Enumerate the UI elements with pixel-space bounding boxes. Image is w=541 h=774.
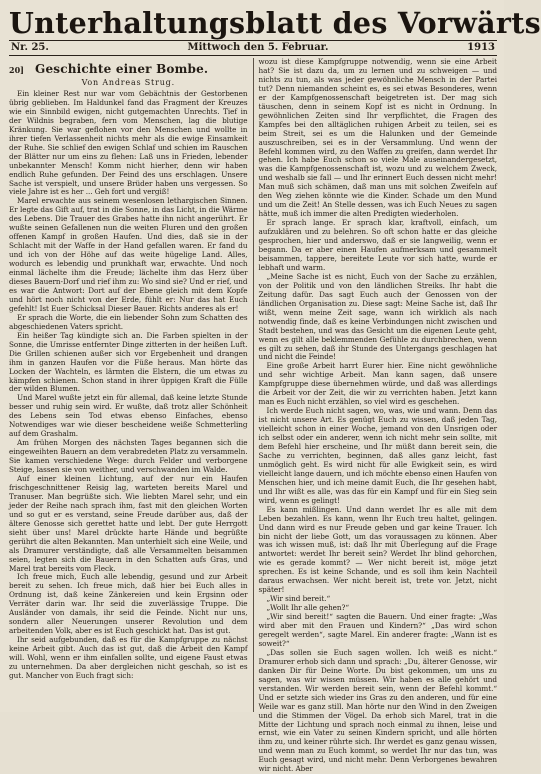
article-number: 20]: [9, 65, 24, 75]
article-paragraph: „Wollt Ihr alle gehen?“: [266, 603, 350, 613]
article-paragraph: Ihr seid aufgebunden, daß es für die Kampfgruppe zu nächst keine Arbeit gibt. Auch das ist gut, daß die Arbeit den Kampf will. Wohl, wenn er ihm einfallen sollte, und eigene Faust etwas zu unternehmen. Da aber dergleichen nicht geschah, so ist es gut. Mancher von Euch fragt sich:: [9, 635, 248, 680]
right-column: [258, 57, 498, 774]
left-column: [9, 58, 248, 712]
article-paragraph: Und Marel wußte jetzt ein für allemal, daß keine letzte Stunde besser und ruhig sein wird. Er wußte, daß trotz aller Schönheit des Lebens sein Tod etwas ebenso Einfaches, ebenso Notwendiges war wie dieser bescheidene weiße Schmetterling auf dem Grashalm.: [9, 393, 248, 439]
issue-number: Nr. 25.: [11, 42, 49, 53]
masthead-title: Unterhaltungsblatt des Vorwärts: [9, 6, 541, 40]
masthead-rule-bottom: [9, 55, 497, 56]
article-paragraph: Ich freue mich, Euch alle lebendig, gesund und zur Arbeit bereit zu sehen. Ich freue mich, daß hier bei Euch alles in Ordnung ist, daß keine Zänkereien und kein Ergsinn oder Verräter darin war. Ihr seid die zuverlässige Truppe. Die Ausländer von damals, ihr seid die Feinde. Nicht nur uns, sondern aller Neuerungen unserer Revolution und dem arbeitenden Volk, aber es ist Euch geschickt hat. Das ist gut.: [9, 572, 248, 636]
article-paragraph: Ich werde Euch nicht sagen, wo, was, wie und wann. Denn das ist nicht unsere Art. Es genügt Euch zu wissen, daß jeden Tag, vielleicht schon in einer Woche, jemand von den Unsrigen oder ich selbst oder ein anderer, wenn ich nicht mehr sein sollte, mit dem Befehl hier erscheine, und Ihr müßt dann bereit sein, die Sache zu verrichten, beginnen, daß alles ganz leicht, fast unmöglich geht. Es wird nicht für alle Ewigkeit sein, es wird vielleicht lange dauern, und ich möchte ebenso einen Haufen von Menschen hier, und ich meine damit Euch, die Ihr gesehen habt, und Ihr wißt es alle, was das für ein Kampf und für ein Sieg sein wird, wenn es gelingt!: [258, 406, 498, 505]
issue-date: Mittwoch den 5. Februar.: [187, 42, 329, 53]
article-paragraph: Er sprach lange. Er sprach klar, kraftvoll, einfach, um aufzuklären und zu belehren. So oft schon hatte er das gleiche gesprochen, hier und anderswo, daß er sie langweilig, wenn er begann. Da er aber einen Haufen aufmerksam und gesammelt beisammen, tappere, bereitete Leute vor sich hatte, wurde er lebhaft und warm.: [258, 218, 498, 272]
article-paragraph: Er sprach die Worte, die ein liebender Sohn zum Schatten des abgeschiedenen Vaters spricht.: [9, 312, 248, 331]
column-divider: [253, 58, 254, 712]
article-paragraph: „Meine Sache ist es nicht, Euch von der Sache zu erzählen, von der Politik und von den ländlichen Streiks. Ihr habt die Zeitung dafür. Das sagt Euch auch der Genossen von der ländlichen Organisation zu. Diese sagt: Meine Sache ist, daß Ihr wißt, wenn meine Zeit sage, wann ich wirklich als nach notwendig finde, daß es keine Verbindungen nicht zwischen und Stadt bestehen, und was das Gesicht um die eigenen Leute geht, wenn es gilt alle beklemmenden Gefühle zu durchbrechen, wenn es gilt zu sehen, daß ihr Stunde des Untergangs geschlagen hat und nicht die Feinde!: [258, 271, 498, 362]
article-author: Von Andreas Strug.: [81, 78, 175, 87]
right-column-text: [259, 58, 498, 774]
article-title: Geschichte einer Bombe.: [35, 62, 209, 76]
article-paragraph: wozu ist diese Kampfgruppe notwendig, wenn sie eine Arbeit hat? Sie ist dazu da, um zu lernen und zu schweigen — und nichts zu tun, als was jeder gewöhnliche Mensch in der Partei tut? Denn niemanden scheint es, es sei etwas Besonderes, wenn er der Kampfgenossenschaft beigetreten ist. Der mag sich täuschen, denn in seinem Kopf ist es nicht in Ordnung. In gewöhnlichen Zeiten sind Ihr verpflichtet, die Fragen des Kampfes bei den alltäglichen ruhigen Arbeit zu teilen, sei es beim Streit, sei es um die Halunken und der Gemeinde auszuschreiben, sei es in der Versammlung. Und wenn der Befehl kommen wird, zu den Waffen zu greifen, dann werdet Ihr gehen. Ich habe Euch schon so viele Male auseinandergesetzt, was die Kampfgenossenschaft ist, wozu und zu welchem Zweck, und weshalb sie fall — und Ihr erinnert Euch dessen nicht mehr! Man muß sich schämen, daß man uns mit solchen Zweifeln auf den Weg ziehen könnte wie die Kinder. Schade um den Mund und um die Zeit! An Stelle dessen, was ich Euch Neues zu sagen hätte, muß ich immer die alten Predigten wiederholen.: [258, 57, 498, 219]
article-paragraph: Ein kleiner Rest nur war vom Gebächtnis der Gestorbenen übrig geblieben. Im Haldunkel fand das Fragment der Kreuzes wie ein Sinnbild ewigen, nicht gutgemachten Unrechts. Tief in der Wildnis begraben, fern vom Menschen, lag die blutige Kränkung. Sie war geflohen vor den Menschen und wollte in ihrer tiefen Verlassenheit nichts mehr als die ewige Einsamkeit der Ruhe. Sie schlief den ewigen Schlaf und schien im Rauschen der Blätter nur um eins zu flehen: Laß uns in Frieden, lebender unbekannter Mensch! Komm nicht hierher, denn wir haben endlich Ruhe gefunden. Der Feind des uns erschlagen. Unsere Sache ist verspielt, und unsere Brüder haben uns vergessen. So viele Jahre ist es her ... Geh fort und vergiß!: [9, 89, 248, 197]
issue-info-line: [9, 41, 497, 55]
article-header: [9, 62, 248, 76]
article-paragraph: „Das sollen sie Euch sagen wollen. Ich weiß es nicht.“ Dramurer erhob sich dann und sprach: „Du, älterer Genosse, wir danken Dir für Deine Worte. Du bist gekommen, um uns zu sagen, was wir wissen müssen. Wir haben es alle gehört und verstanden. Wir werden bereit sein, wenn der Befehl kommt.“ Und er setzte sich wieder ins Gras zu den anderen, und für eine Weile war es ganz still. Man hörte nur den Wind in den Zweigen und die Stimmen der Vögel. Da erhob sich Marel, trat in die Mitte der Lichtung und sprach noch einmal zu ihnen, leise und ernst, wie ein Vater zu seinen Kindern spricht, und alle hörten ihm zu, und keiner rührte sich. Ihr werdet es ganz genau wissen, und wenn man zu Euch kommt, so werdet Ihr nur das tun, was Euch gesagt wird, und nicht mehr. Denn Verborgenes bewahren wir nicht. Aber: [258, 647, 498, 774]
article-paragraph: Eine große Arbeit harrt Eurer hier. Eine nicht gewöhnliche und sehr wichtige Arbeit. Man kann sagen, daß unsere Kampfgruppe diese übernehmen würde, und daß was allerdings die Arbeit vor der Zeit, die wir zu verrichten haben. Jetzt kann man es Euch nicht erzählen, so viel wird es geschehen.: [258, 361, 498, 407]
left-column-text: [9, 90, 248, 681]
article-paragraph: Marel erwachte aus seinem wesenlosen lethargischen Sinnen. Er legte das Gift auf, trat in die Sonne, in das Licht, in die Wärme des Lebens. Die Trauer des Grabes hatte ihn nicht angerührt. Er wußte seinen Gefallenen nun die weiten Fluren und den großen offenen Kampf in großen Haufen. Und dies, daß sie in der Schlacht mit der Waffe in der Hand gefallen waren. Er fand du und ich von der Höhe auf das weite hügelige Land. Alles, wodurch es lebendig und prunkhaft war, erwachte. Und noch einmal lächelte ihm die Freude; lächelte ihm das Herz über dieses Bauern-Dorf und rief ihm zu: Wo sind sie? Und er rief, und es war die Antwort: Dort auf der Ebene gleich mit dem Kopfe und hört noch nicht von der Erde, fühlt er: Nur das hat Euch gefehlt! Ist Euer Schicksal Dieser Bauer. Richts anderes als er!: [9, 196, 248, 313]
article-paragraph: „Wir sind bereit.“: [266, 594, 331, 604]
article-paragraph: Am frühen Morgen des nächsten Tages begannen sich die eingeweihten Bauern an dem verabredeten Platz zu versammeln. Sie kamen verschiedene Wege: durch Felder und verborgene Steige, lassen sie von weither, und verschwanden im Walde.: [9, 438, 248, 475]
issue-year: 1913: [467, 42, 495, 53]
article-paragraph: Es kann mißlingen. Und dann werdet Ihr es alle mit dem Leben bezahlen. Es kann, wenn Ihr Euch treu haltet, gelingen. Und dann wird es nur Freude geben und gar keine Trauer. Ich bin nicht der liebe Gott, um das voraussagen zu können. Aber was ich wissen muß, ist: daß Ihr mit Überlegung auf die Frage antwortet: werdet Ihr bereit sein? Werdet Ihr blind gehorchen, wie es gerade kommt? — Wer nicht bereit ist, möge jetzt sprechen. Es ist keine Schande, und es soll ihm kein Nachteil daraus erwachsen. Wer nicht bereit ist, trete vor. Jetzt, nicht später!: [258, 504, 498, 595]
article-paragraph: Auf einer kleinen Lichtung, auf der nur ein Haufen frischgeschnittener Reisig lag, warteten bereits Marel und Tranuser. Man begrüßte sich. Wie liebten Marel sehr, und ein jeder der Reihe nach sprach ihm, fast mit den gleichen Worten und so gut er es verstand, seine Freude darüber aus, daß der ältere Genosse sich gerettet hatte und lebt. Der gute Herrgott sieht über uns! Marel drückte harte Hände und begrüßte gerührt die alten Bekannten. Man unterhielt sich eine Weile, und als Dramurer verständigte, daß alle Versammelten beisammen seien, legten sich die Bauern in den Schatten aufs Gras, und Marel trat bereits vom Fleck.: [9, 473, 248, 573]
article-paragraph: „Wir sind bereit!“ sagten die Bauern. Und einer fragte: „Was wird aber mit den Frauen und Kindern?“ „Das wird schon geregelt werden“, sagte Marel. Ein anderer fragte: „Wann ist es soweit?“: [258, 612, 498, 648]
article-paragraph: Ein heißer Tag kündigte sich an. Die Farben spielten in der Sonne, die Umrisse entfernter Dinge zitterten in der heißen Luft. Die Grillen schienen außer sich vor Ergebenheit und drangen ihm in ganzen Haufen vor die Füße heraus. Man hörte das Locken der Wachteln, es lärmten die Elstern, die um etwas zu kämpfen schienen. Schon stand in ihrer üppigen Kraft die Fülle der wilden Blumen.: [9, 330, 248, 394]
article-columns: [9, 57, 498, 774]
